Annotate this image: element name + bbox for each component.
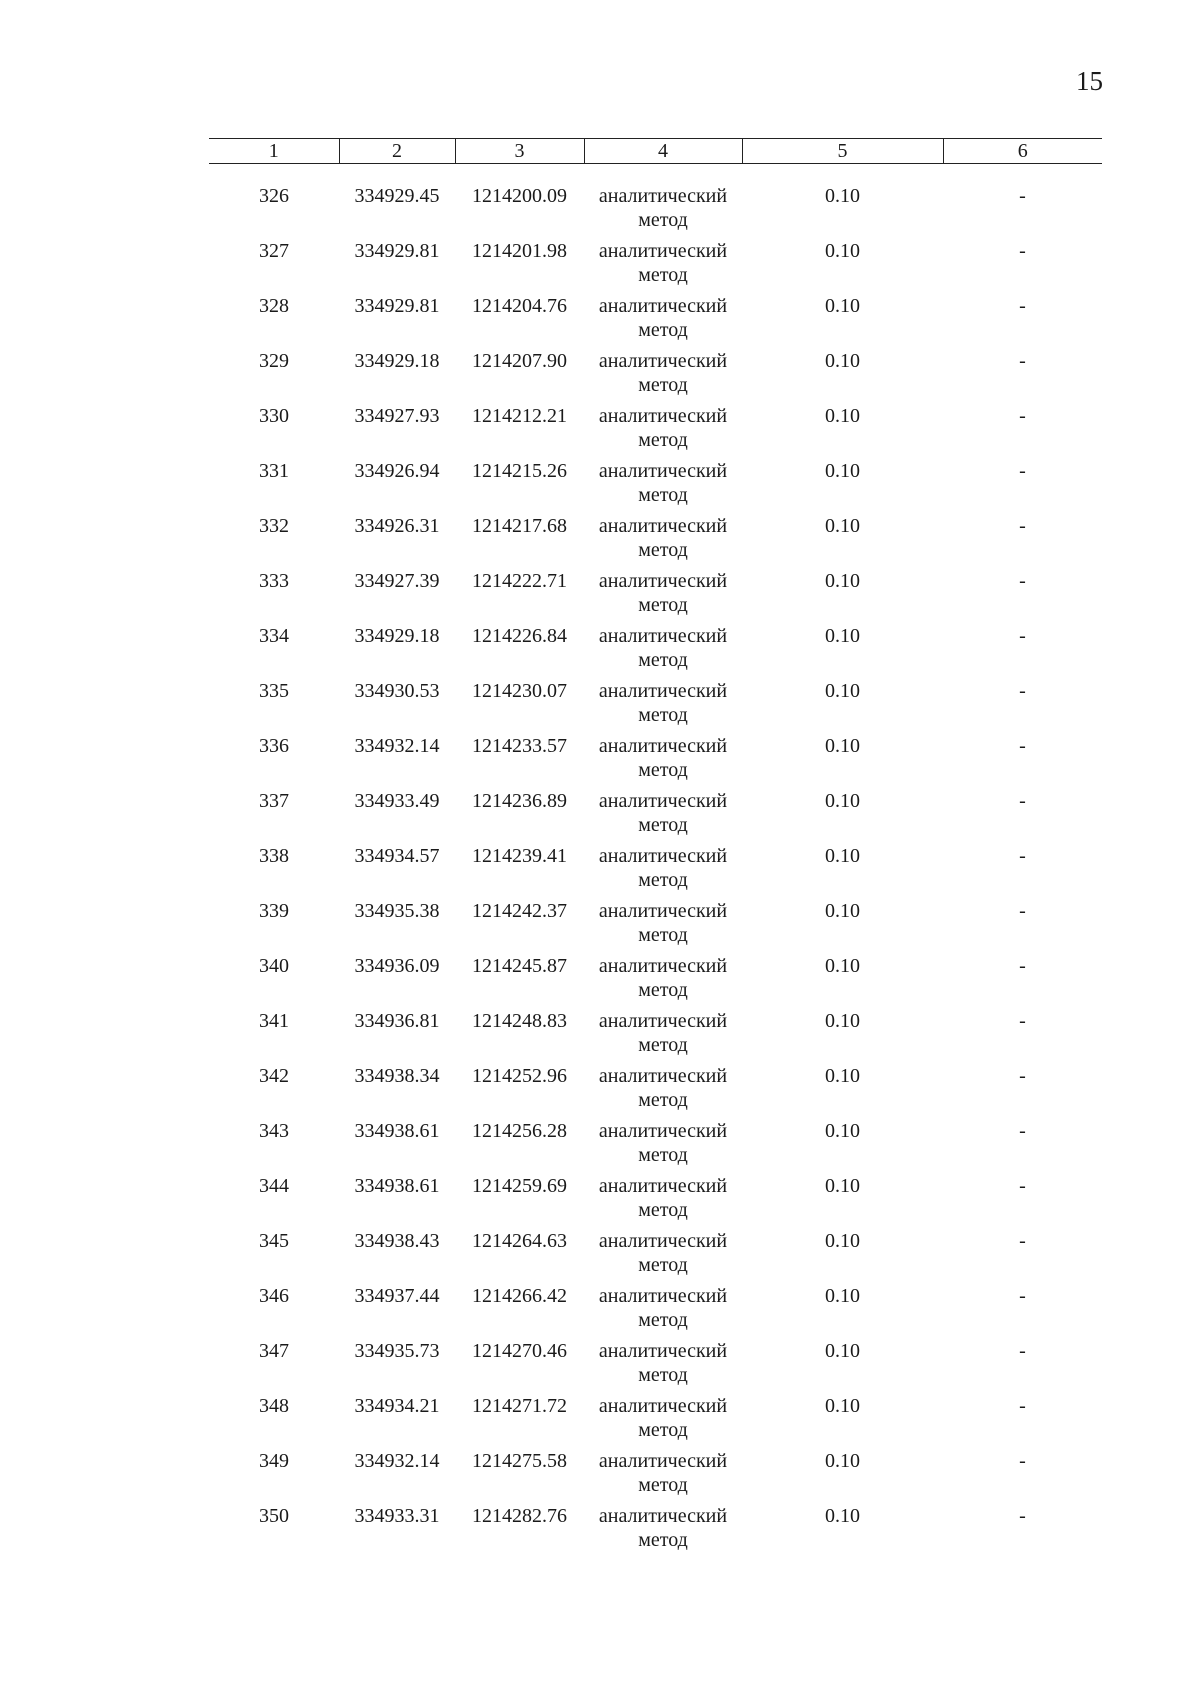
coordinate-y: 1214239.41: [472, 845, 567, 867]
accuracy-value: 0.10: [825, 790, 860, 812]
table-row: [209, 844, 1102, 899]
coordinate-y: 1214230.07: [472, 680, 567, 702]
table-row: [209, 239, 1102, 294]
table-row: [209, 1394, 1102, 1449]
accuracy-value: 0.10: [825, 845, 860, 867]
method: [584, 1339, 742, 1394]
note: -: [1019, 1505, 1026, 1527]
coordinate-y: 1214207.90: [472, 350, 567, 372]
table-row: [209, 459, 1102, 514]
coordinate-x: 334935.38: [354, 900, 440, 922]
table-row: [209, 514, 1102, 569]
point-number: 339: [259, 900, 289, 922]
method-line-1: аналитический: [598, 570, 728, 592]
table-header: [209, 138, 1102, 164]
coordinate-x: 334938.61: [354, 1120, 440, 1142]
method-line-2: метод: [638, 1199, 688, 1221]
note: -: [1019, 1450, 1026, 1472]
point-number: 348: [259, 1395, 289, 1417]
method: [584, 1119, 742, 1174]
method-line-2: метод: [638, 1419, 688, 1441]
coordinate-x: 334929.18: [354, 625, 440, 647]
coordinate-y: 1214264.63: [472, 1230, 567, 1252]
method-line-1: аналитический: [598, 515, 728, 537]
coordinate-x: 334938.61: [354, 1175, 440, 1197]
note: -: [1019, 295, 1026, 317]
point-number: 327: [259, 240, 289, 262]
point-number: 344: [259, 1175, 289, 1197]
method-line-2: метод: [638, 704, 688, 726]
method-line-2: метод: [638, 1144, 688, 1166]
note: -: [1019, 955, 1026, 977]
note: -: [1019, 460, 1026, 482]
method-line-1: аналитический: [598, 1175, 728, 1197]
table-row: [209, 1229, 1102, 1284]
coordinate-x: 334926.94: [354, 460, 440, 482]
note: -: [1019, 405, 1026, 427]
method-line-1: аналитический: [598, 625, 728, 647]
coordinate-y: 1214212.21: [472, 405, 567, 427]
point-number: 349: [259, 1450, 289, 1472]
coordinate-y: 1214275.58: [472, 1450, 567, 1472]
note: -: [1019, 1285, 1026, 1307]
table-body: [209, 184, 1102, 1559]
accuracy-value: 0.10: [825, 735, 860, 757]
note: -: [1019, 240, 1026, 262]
coordinate-y: 1214226.84: [472, 625, 567, 647]
method-line-1: аналитический: [598, 350, 728, 372]
coordinate-y: 1214217.68: [472, 515, 567, 537]
accuracy-value: 0.10: [825, 295, 860, 317]
table-row: [209, 789, 1102, 844]
method-line-2: метод: [638, 484, 688, 506]
method-line-1: аналитический: [598, 1340, 728, 1362]
accuracy-value: 0.10: [825, 1505, 860, 1527]
accuracy-value: 0.10: [825, 1340, 860, 1362]
accuracy-value: 0.10: [825, 625, 860, 647]
coordinate-y: 1214245.87: [472, 955, 567, 977]
accuracy-value: 0.10: [825, 955, 860, 977]
coordinate-x: 334929.18: [354, 350, 440, 372]
coordinate-x: 334936.09: [354, 955, 440, 977]
point-number: 346: [259, 1285, 289, 1307]
method-line-2: метод: [638, 759, 688, 781]
method: [584, 734, 742, 789]
note: -: [1019, 1010, 1026, 1032]
table-row: [209, 184, 1102, 239]
method-line-1: аналитический: [598, 735, 728, 757]
note: -: [1019, 735, 1026, 757]
method-line-1: аналитический: [598, 1285, 728, 1307]
point-number: 338: [259, 845, 289, 867]
coordinate-y: 1214242.37: [472, 900, 567, 922]
column-header-5: 5: [742, 139, 943, 164]
coordinate-y: 1214215.26: [472, 460, 567, 482]
point-number: 335: [259, 680, 289, 702]
coordinate-y: 1214204.76: [472, 295, 567, 317]
column-header-2: 2: [339, 139, 455, 164]
point-number: 334: [259, 625, 289, 647]
method-line-1: аналитический: [598, 1395, 728, 1417]
note: -: [1019, 570, 1026, 592]
method-line-2: метод: [638, 869, 688, 891]
coordinate-x: 334929.81: [354, 295, 440, 317]
point-number: 342: [259, 1065, 289, 1087]
coordinate-y: 1214201.98: [472, 240, 567, 262]
coordinate-y: 1214259.69: [472, 1175, 567, 1197]
method-line-2: метод: [638, 1474, 688, 1496]
coordinate-y: 1214266.42: [472, 1285, 567, 1307]
method: [584, 569, 742, 624]
coordinate-y: 1214248.83: [472, 1010, 567, 1032]
method: [584, 624, 742, 679]
coordinate-y: 1214200.09: [472, 185, 567, 207]
method: [584, 1449, 742, 1504]
note: -: [1019, 1175, 1026, 1197]
method: [584, 514, 742, 569]
table-row: [209, 349, 1102, 404]
note: -: [1019, 185, 1026, 207]
coordinate-x: 334929.45: [354, 185, 440, 207]
table-row: [209, 899, 1102, 954]
table-row: [209, 624, 1102, 679]
method-line-1: аналитический: [598, 1065, 728, 1087]
method: [584, 459, 742, 514]
coordinate-y: 1214270.46: [472, 1340, 567, 1362]
accuracy-value: 0.10: [825, 350, 860, 372]
table-row: [209, 679, 1102, 734]
method: [584, 294, 742, 349]
method-line-2: метод: [638, 1309, 688, 1331]
note: -: [1019, 350, 1026, 372]
accuracy-value: 0.10: [825, 1285, 860, 1307]
accuracy-value: 0.10: [825, 680, 860, 702]
accuracy-value: 0.10: [825, 405, 860, 427]
method: [584, 789, 742, 844]
coordinate-x: 334935.73: [354, 1340, 440, 1362]
method: [584, 1394, 742, 1449]
coordinate-x: 334932.14: [354, 1450, 440, 1472]
point-number: 337: [259, 790, 289, 812]
coordinate-y: 1214256.28: [472, 1120, 567, 1142]
note: -: [1019, 1230, 1026, 1252]
accuracy-value: 0.10: [825, 515, 860, 537]
coordinate-y: 1214236.89: [472, 790, 567, 812]
point-number: 350: [259, 1505, 289, 1527]
accuracy-value: 0.10: [825, 1230, 860, 1252]
coordinates-table: [209, 138, 1102, 1559]
point-number: 328: [259, 295, 289, 317]
method-line-2: метод: [638, 924, 688, 946]
point-number: 330: [259, 405, 289, 427]
method-line-1: аналитический: [598, 845, 728, 867]
accuracy-value: 0.10: [825, 460, 860, 482]
method: [584, 1174, 742, 1229]
accuracy-value: 0.10: [825, 1175, 860, 1197]
method: [584, 1064, 742, 1119]
point-number: 347: [259, 1340, 289, 1362]
note: -: [1019, 1340, 1026, 1362]
method: [584, 239, 742, 294]
column-header-6: 6: [943, 139, 1102, 164]
method-line-2: метод: [638, 979, 688, 1001]
coordinate-x: 334927.39: [354, 570, 440, 592]
accuracy-value: 0.10: [825, 240, 860, 262]
table-row: [209, 1504, 1102, 1559]
method: [584, 1504, 742, 1559]
table-row: [209, 569, 1102, 624]
table-row: [209, 404, 1102, 459]
table-row: [209, 1339, 1102, 1394]
method: [584, 844, 742, 899]
table-row: [209, 734, 1102, 789]
point-number: 326: [259, 185, 289, 207]
note: -: [1019, 1065, 1026, 1087]
method-line-2: метод: [638, 649, 688, 671]
method-line-1: аналитический: [598, 1010, 728, 1032]
method: [584, 679, 742, 734]
method-line-1: аналитический: [598, 680, 728, 702]
method-line-1: аналитический: [598, 185, 728, 207]
method-line-2: метод: [638, 1089, 688, 1111]
column-header-1: 1: [268, 140, 279, 162]
method-line-1: аналитический: [598, 1120, 728, 1142]
coordinate-y: 1214233.57: [472, 735, 567, 757]
accuracy-value: 0.10: [825, 1395, 860, 1417]
note: -: [1019, 680, 1026, 702]
point-number: 331: [259, 460, 289, 482]
point-number: 336: [259, 735, 289, 757]
note: -: [1019, 900, 1026, 922]
coordinate-x: 334933.31: [354, 1505, 440, 1527]
point-number: 343: [259, 1120, 289, 1142]
point-number: 340: [259, 955, 289, 977]
method-line-1: аналитический: [598, 1450, 728, 1472]
accuracy-value: 0.10: [825, 900, 860, 922]
coordinate-x: 334927.93: [354, 405, 440, 427]
note: -: [1019, 790, 1026, 812]
table-row: [209, 1284, 1102, 1339]
method-line-1: аналитический: [598, 295, 728, 317]
accuracy-value: 0.10: [825, 1120, 860, 1142]
note: -: [1019, 1120, 1026, 1142]
method: [584, 1284, 742, 1339]
coordinate-x: 334938.34: [354, 1065, 440, 1087]
method: [584, 899, 742, 954]
coordinate-y: 1214222.71: [472, 570, 567, 592]
note: -: [1019, 515, 1026, 537]
coordinate-x: 334932.14: [354, 735, 440, 757]
method-line-2: метод: [638, 319, 688, 341]
note: -: [1019, 1395, 1026, 1417]
table-row: [209, 1174, 1102, 1229]
method-line-2: метод: [638, 1364, 688, 1386]
coordinate-x: 334934.21: [354, 1395, 440, 1417]
table-row: [209, 294, 1102, 349]
method-line-1: аналитический: [598, 240, 728, 262]
table-row: [209, 1119, 1102, 1174]
coordinate-x: 334930.53: [354, 680, 440, 702]
point-number: 345: [259, 1230, 289, 1252]
method-line-1: аналитический: [598, 1505, 728, 1527]
method: [584, 404, 742, 459]
coordinate-x: 334933.49: [354, 790, 440, 812]
method-line-1: аналитический: [598, 790, 728, 812]
coordinate-x: 334926.31: [354, 515, 440, 537]
table-row: [209, 954, 1102, 1009]
accuracy-value: 0.10: [825, 1010, 860, 1032]
method-line-1: аналитический: [598, 460, 728, 482]
table-row: [209, 1449, 1102, 1504]
method-line-2: метод: [638, 814, 688, 836]
method-line-1: аналитический: [598, 955, 728, 977]
method: [584, 184, 742, 239]
coordinate-x: 334937.44: [354, 1285, 440, 1307]
method-line-1: аналитический: [598, 900, 728, 922]
method: [584, 954, 742, 1009]
method-line-2: метод: [638, 264, 688, 286]
method-line-2: метод: [638, 429, 688, 451]
column-header-3: 3: [455, 139, 584, 164]
column-header-4: 4: [584, 139, 742, 164]
method-line-2: метод: [638, 209, 688, 231]
coordinate-x: 334938.43: [354, 1230, 440, 1252]
coordinate-x: 334929.81: [354, 240, 440, 262]
table-row: [209, 1009, 1102, 1064]
method-line-2: метод: [638, 1034, 688, 1056]
method-line-2: метод: [638, 374, 688, 396]
coordinate-y: 1214252.96: [472, 1065, 567, 1087]
coordinate-y: 1214271.72: [472, 1395, 567, 1417]
method-line-2: метод: [638, 1529, 688, 1551]
coordinate-x: 334936.81: [354, 1010, 440, 1032]
method-line-2: метод: [638, 594, 688, 616]
method-line-2: метод: [638, 1254, 688, 1276]
point-number: 329: [259, 350, 289, 372]
point-number: 332: [259, 515, 289, 537]
method-line-2: метод: [638, 539, 688, 561]
accuracy-value: 0.10: [825, 1450, 860, 1472]
coordinate-x: 334934.57: [354, 845, 440, 867]
accuracy-value: 0.10: [825, 570, 860, 592]
accuracy-value: 0.10: [825, 185, 860, 207]
accuracy-value: 0.10: [825, 1065, 860, 1087]
method-line-1: аналитический: [598, 1230, 728, 1252]
coordinate-y: 1214282.76: [472, 1505, 567, 1527]
table-row: [209, 1064, 1102, 1119]
point-number: 333: [259, 570, 289, 592]
method: [584, 1229, 742, 1284]
point-number: 341: [259, 1010, 289, 1032]
page-number: 15: [1076, 66, 1103, 96]
method: [584, 1009, 742, 1064]
note: -: [1019, 845, 1026, 867]
method-line-1: аналитический: [598, 405, 728, 427]
method: [584, 349, 742, 404]
note: -: [1019, 625, 1026, 647]
